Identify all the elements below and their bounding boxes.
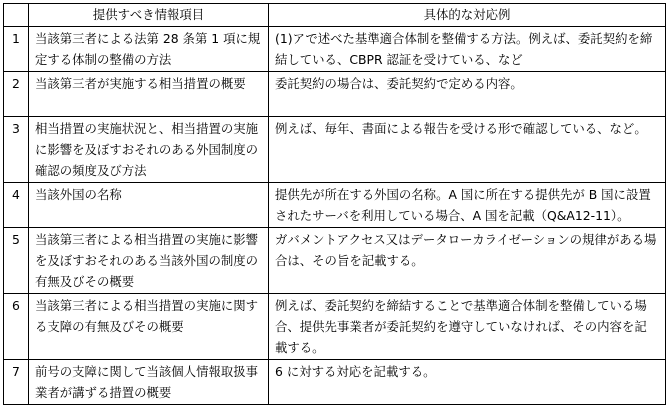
row-number: 4 xyxy=(4,183,29,228)
row-item: 前号の支障に関して当該個人情報取扱事業者が講ずる措置の概要 xyxy=(29,360,269,405)
row-item: 当該第三者が実施する相当措置の概要 xyxy=(29,72,269,117)
row-response: 委託契約の場合は、委託契約で定める内容。 xyxy=(269,72,666,117)
row-item: 当該第三者による法第 28 条第 1 項に規定する体制の整備の方法 xyxy=(29,27,269,72)
row-number: 2 xyxy=(4,72,29,117)
header-response: 具体的な対応例 xyxy=(269,4,666,27)
row-number: 6 xyxy=(4,294,29,360)
row-response: 6 に対する対応を記載する。 xyxy=(269,360,666,405)
table-row xyxy=(4,72,666,117)
row-number: 7 xyxy=(4,360,29,405)
row-item: 当該外国の名称 xyxy=(29,183,269,228)
row-item: 相当措置の実施状況と、相当措置の実施に影響を及ぼすおそれのある外国制度の確認の頻度及び方法 xyxy=(29,117,269,183)
header-item: 提供すべき情報項目 xyxy=(29,4,269,27)
row-item: 当該第三者による相当措置の実施に関する支障の有無及びその概要 xyxy=(29,294,269,360)
row-response: 例えば、毎年、書面による報告を受ける形で確認している、など。 xyxy=(269,117,666,183)
header-number xyxy=(4,4,29,27)
info-table xyxy=(3,3,666,405)
row-number: 1 xyxy=(4,27,29,72)
header-row xyxy=(4,4,666,27)
table-row xyxy=(4,117,666,183)
table-row xyxy=(4,183,666,228)
row-number: 3 xyxy=(4,117,29,183)
row-response: ガバメントアクセス又はデータローカライゼーションの規律がある場合は、その旨を記載する。 xyxy=(269,228,666,294)
row-number: 5 xyxy=(4,228,29,294)
row-response: 提供先が所在する外国の名称。A 国に所在する提供先が B 国に設置されたサーバを利用している場合、A 国を記載（Q&A12-11）。 xyxy=(269,183,666,228)
table-row xyxy=(4,294,666,360)
table-row xyxy=(4,228,666,294)
table-row xyxy=(4,360,666,405)
table-row xyxy=(4,27,666,72)
row-response: (1)アで述べた基準適合体制を整備する方法。例えば、委託契約を締結している、CBPR 認証を受けている、など xyxy=(269,27,666,72)
row-response: 例えば、委託契約を締結することで基準適合体制を整備している場合、提供先事業者が委託契約を遵守していなければ、その内容を記載する。 xyxy=(269,294,666,360)
row-item: 当該第三者による相当措置の実施に影響を及ぼすおそれのある当該外国の制度の有無及びその概要 xyxy=(29,228,269,294)
